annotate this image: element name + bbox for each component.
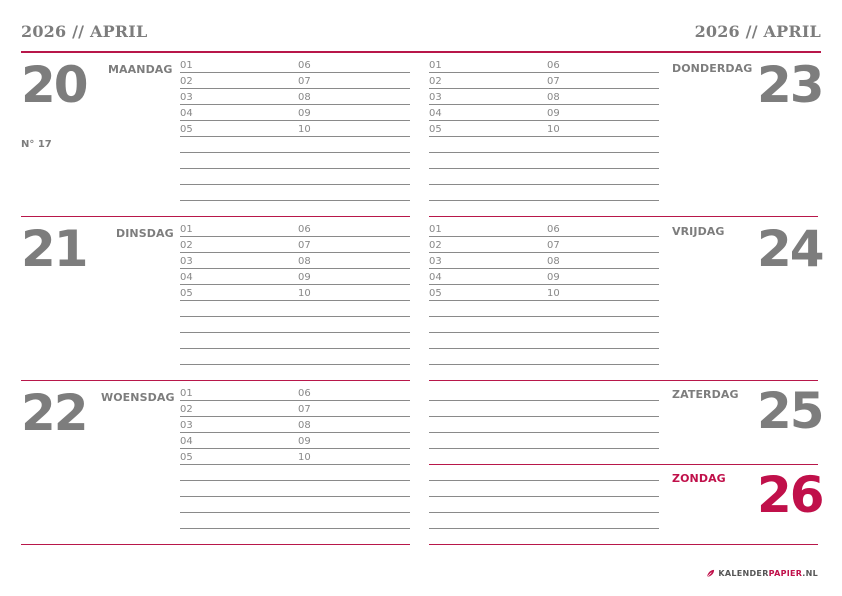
slot-mon-7: 07 <box>298 76 311 87</box>
slot-wed-6: 06 <box>298 388 311 399</box>
separator-right-4 <box>429 544 818 545</box>
separator-right-2 <box>429 380 818 381</box>
separator-right-3 <box>429 464 818 465</box>
day-name-tuesday: DINSDAG <box>116 227 174 240</box>
note-line <box>180 120 410 121</box>
note-line <box>180 236 410 237</box>
slot-wed-10: 10 <box>298 452 311 463</box>
note-line <box>180 152 410 153</box>
slot-tue-4: 04 <box>180 272 193 283</box>
slot-fri-8: 08 <box>547 256 560 267</box>
day-name-monday: MAANDAG <box>108 63 173 76</box>
note-line <box>180 268 410 269</box>
note-line <box>429 104 659 105</box>
slot-mon-2: 02 <box>180 76 193 87</box>
note-line <box>180 136 410 137</box>
note-line <box>180 480 410 481</box>
note-line <box>429 72 659 73</box>
day-number-20: 20 <box>21 56 87 114</box>
note-line <box>180 496 410 497</box>
brand-part-2: PAPIER <box>768 569 803 578</box>
header-left-title: 2026 // APRIL <box>21 22 148 41</box>
note-line <box>180 88 410 89</box>
slot-mon-9: 09 <box>298 108 311 119</box>
separator-left-2 <box>21 380 410 381</box>
slot-wed-9: 09 <box>298 436 311 447</box>
note-line <box>180 104 410 105</box>
leaf-icon <box>706 569 715 578</box>
slot-fri-7: 07 <box>547 240 560 251</box>
slot-tue-1: 01 <box>180 224 193 235</box>
slot-thu-9: 09 <box>547 108 560 119</box>
note-line <box>180 168 410 169</box>
slot-tue-10: 10 <box>298 288 311 299</box>
header-right-title: 2026 // APRIL <box>694 22 821 41</box>
day-name-thursday: DONDERDAG <box>672 62 753 75</box>
note-line <box>180 512 410 513</box>
day-number-23: 23 <box>757 56 823 114</box>
slot-fri-3: 03 <box>429 256 442 267</box>
slot-wed-2: 02 <box>180 404 193 415</box>
day-number-24: 24 <box>757 220 823 278</box>
day-name-wednesday: WOENSDAG <box>101 391 175 404</box>
slot-tue-9: 09 <box>298 272 311 283</box>
note-line <box>429 152 659 153</box>
note-line <box>429 496 659 497</box>
slot-thu-3: 03 <box>429 92 442 103</box>
note-line <box>180 364 410 365</box>
slot-fri-9: 09 <box>547 272 560 283</box>
slot-thu-10: 10 <box>547 124 560 135</box>
note-line <box>180 432 410 433</box>
slot-tue-3: 03 <box>180 256 193 267</box>
slot-fri-6: 06 <box>547 224 560 235</box>
week-number: N° 17 <box>21 139 52 150</box>
slot-mon-5: 05 <box>180 124 193 135</box>
note-line <box>429 512 659 513</box>
note-line <box>429 416 659 417</box>
slot-mon-10: 10 <box>298 124 311 135</box>
slot-thu-6: 06 <box>547 60 560 71</box>
note-line <box>180 448 410 449</box>
day-name-sunday: ZONDAG <box>672 472 726 485</box>
day-number-25: 25 <box>757 382 823 440</box>
note-line <box>180 184 410 185</box>
note-line <box>429 364 659 365</box>
separator-left-1 <box>21 216 410 217</box>
slot-wed-7: 07 <box>298 404 311 415</box>
day-number-26: 26 <box>757 466 823 524</box>
day-name-saturday: ZATERDAG <box>672 388 739 401</box>
slot-thu-4: 04 <box>429 108 442 119</box>
note-line <box>180 252 410 253</box>
note-line <box>180 72 410 73</box>
slot-tue-7: 07 <box>298 240 311 251</box>
note-line <box>429 316 659 317</box>
note-line <box>429 284 659 285</box>
note-line <box>429 136 659 137</box>
note-line <box>429 480 659 481</box>
slot-thu-5: 05 <box>429 124 442 135</box>
note-line <box>180 300 410 301</box>
slot-wed-5: 05 <box>180 452 193 463</box>
brand-logo <box>706 569 818 578</box>
note-line <box>429 88 659 89</box>
slot-wed-3: 03 <box>180 420 193 431</box>
slot-wed-4: 04 <box>180 436 193 447</box>
slot-tue-2: 02 <box>180 240 193 251</box>
slot-fri-1: 01 <box>429 224 442 235</box>
slot-wed-8: 08 <box>298 420 311 431</box>
note-line <box>180 416 410 417</box>
note-line <box>429 300 659 301</box>
slot-thu-2: 02 <box>429 76 442 87</box>
brand-part-1: KALENDER <box>718 569 769 578</box>
slot-thu-7: 07 <box>547 76 560 87</box>
slot-mon-3: 03 <box>180 92 193 103</box>
note-line <box>429 432 659 433</box>
note-line <box>180 348 410 349</box>
day-name-friday: VRIJDAG <box>672 225 725 238</box>
slot-fri-5: 05 <box>429 288 442 299</box>
note-line <box>180 528 410 529</box>
brand-part-3: .NL <box>802 569 818 578</box>
note-line <box>429 200 659 201</box>
header-rule <box>21 51 821 53</box>
note-line <box>429 120 659 121</box>
note-line <box>180 400 410 401</box>
slot-tue-6: 06 <box>298 224 311 235</box>
slot-tue-8: 08 <box>298 256 311 267</box>
note-line <box>180 200 410 201</box>
slot-thu-8: 08 <box>547 92 560 103</box>
note-line <box>429 448 659 449</box>
slot-mon-6: 06 <box>298 60 311 71</box>
note-line <box>180 332 410 333</box>
note-line <box>429 268 659 269</box>
note-line <box>180 316 410 317</box>
slot-fri-10: 10 <box>547 288 560 299</box>
note-line <box>429 252 659 253</box>
slot-fri-4: 04 <box>429 272 442 283</box>
slot-fri-2: 02 <box>429 240 442 251</box>
note-line <box>429 400 659 401</box>
note-line <box>429 184 659 185</box>
day-number-21: 21 <box>21 220 87 278</box>
day-number-22: 22 <box>21 384 87 442</box>
note-line <box>429 332 659 333</box>
note-line <box>429 168 659 169</box>
slot-mon-4: 04 <box>180 108 193 119</box>
note-line <box>180 464 410 465</box>
note-line <box>429 236 659 237</box>
slot-thu-1: 01 <box>429 60 442 71</box>
note-line <box>429 348 659 349</box>
slot-wed-1: 01 <box>180 388 193 399</box>
note-line <box>429 528 659 529</box>
note-line <box>180 284 410 285</box>
separator-right-1 <box>429 216 818 217</box>
slot-tue-5: 05 <box>180 288 193 299</box>
slot-mon-8: 08 <box>298 92 311 103</box>
separator-left-3 <box>21 544 410 545</box>
slot-mon-1: 01 <box>180 60 193 71</box>
